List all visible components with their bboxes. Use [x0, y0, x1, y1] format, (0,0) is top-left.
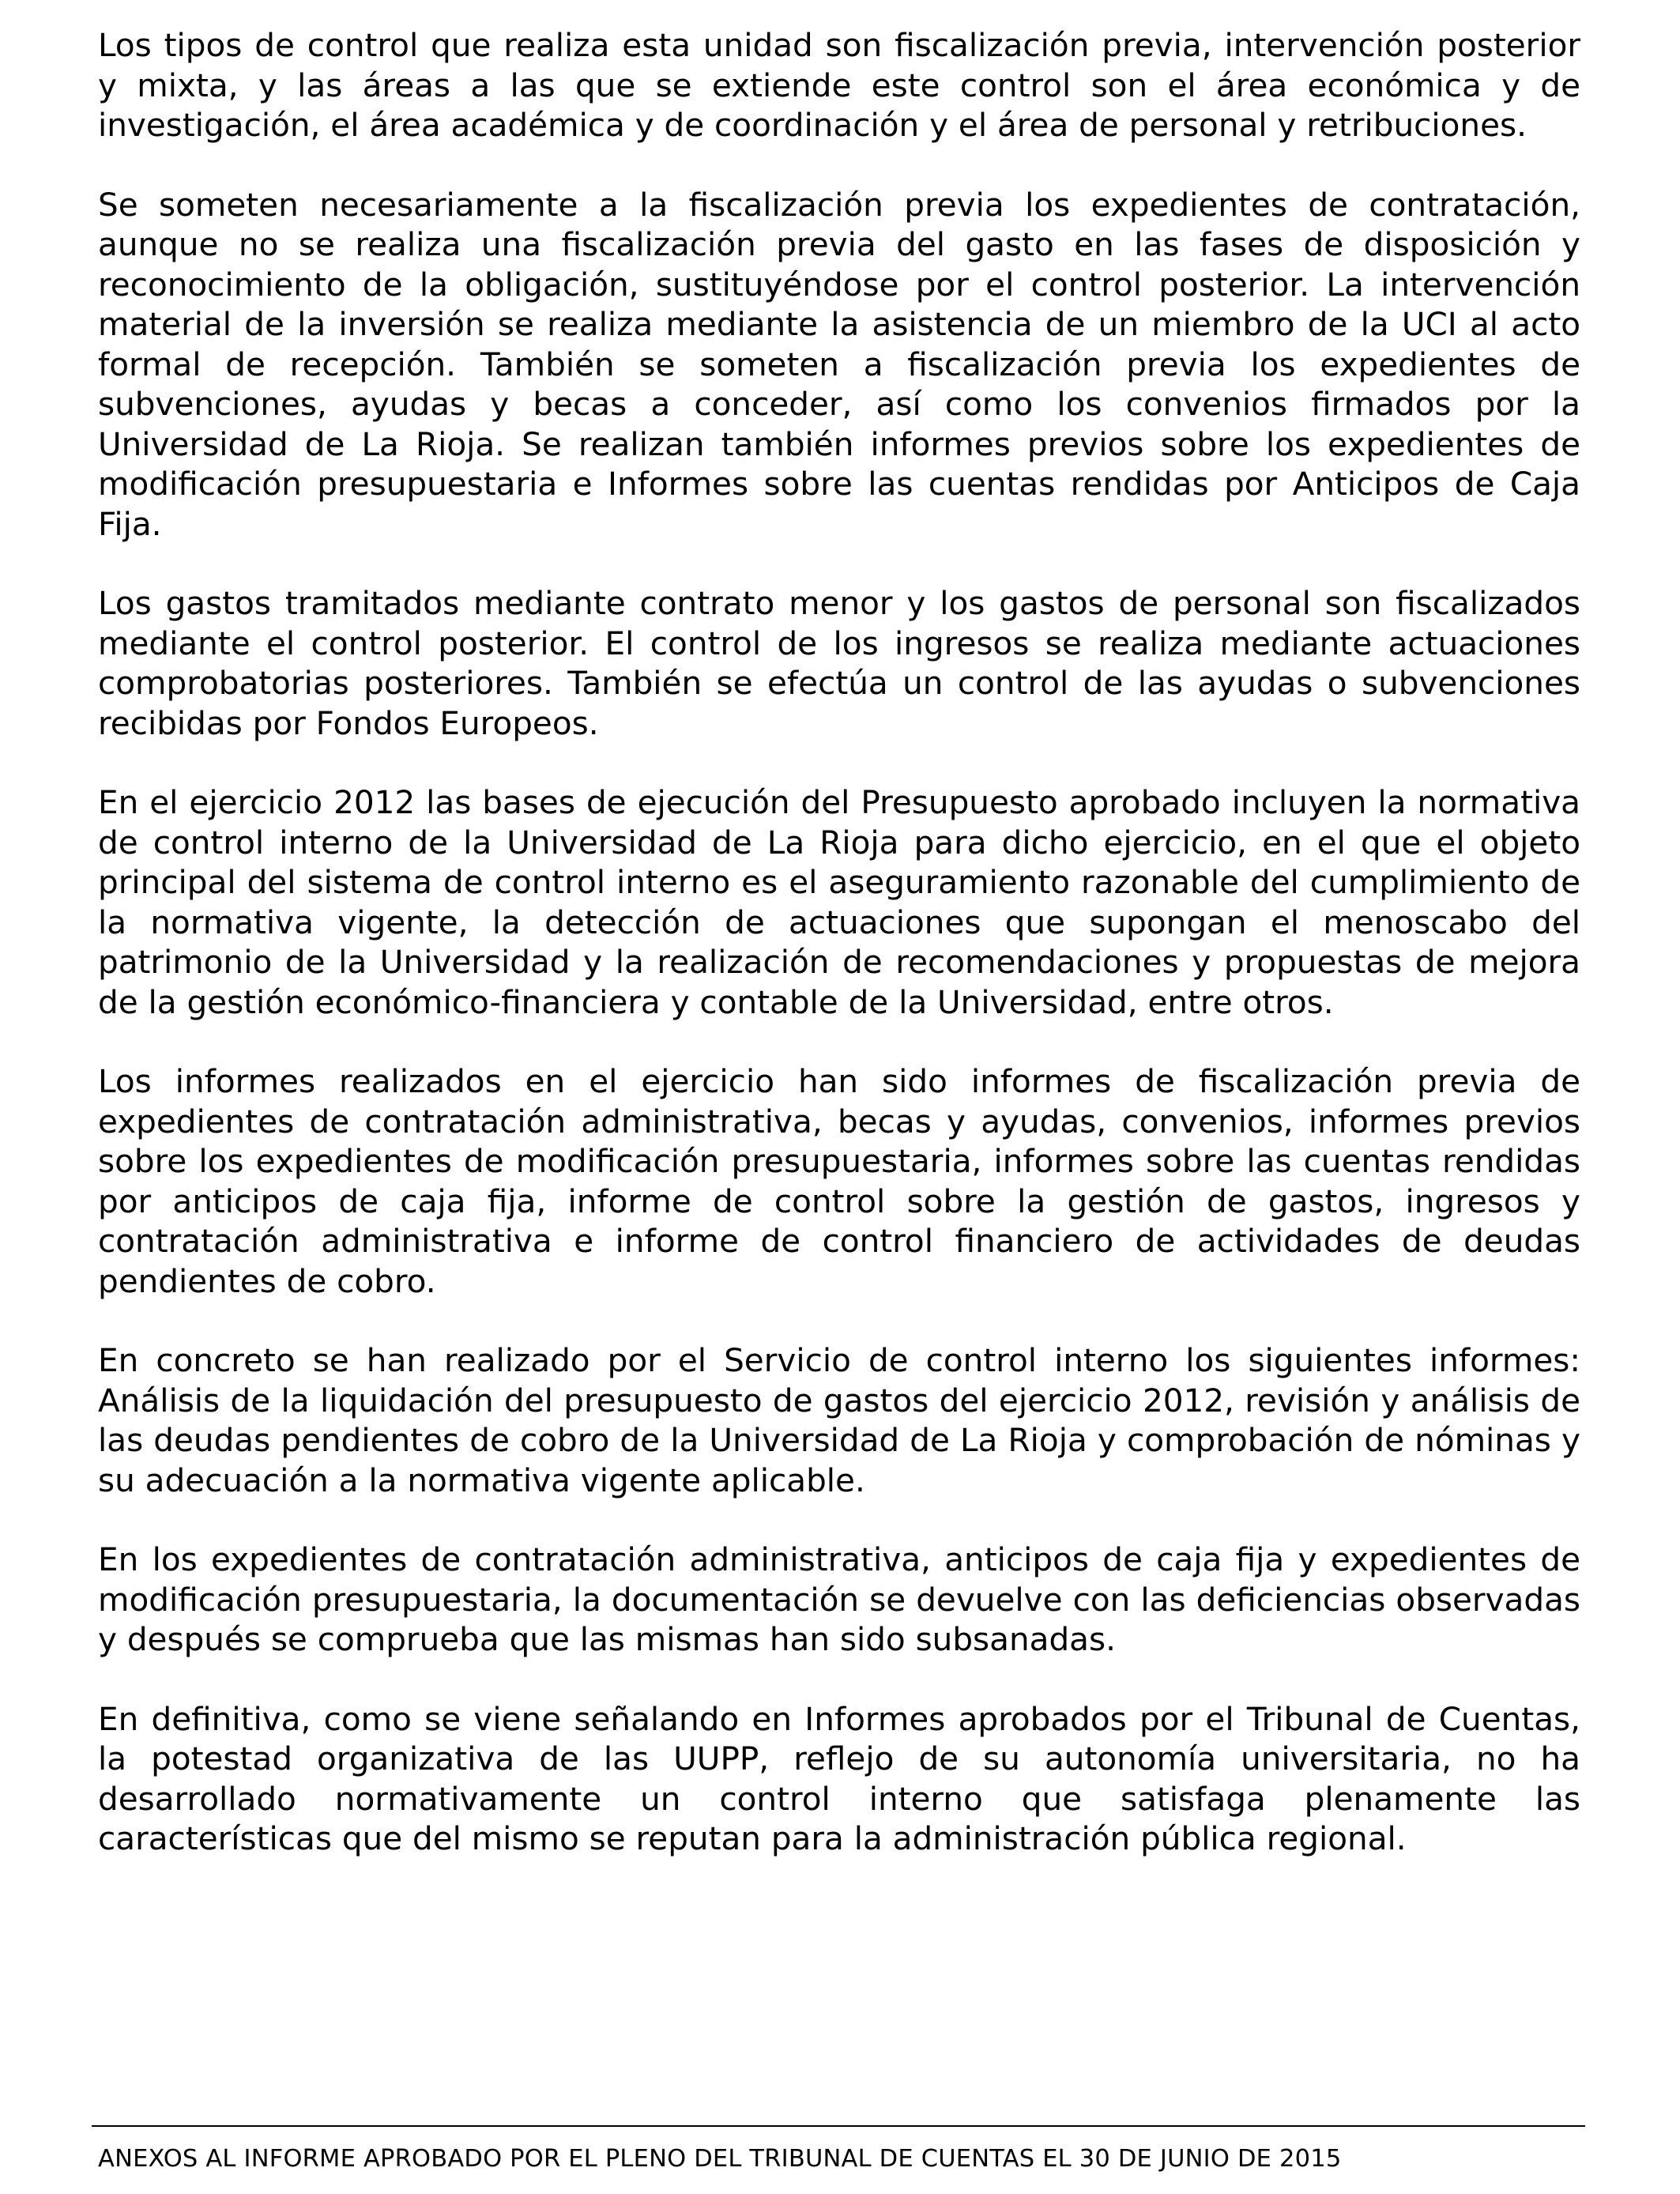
footer-divider: [92, 2125, 1585, 2127]
paragraph-conclusion: En definitiva, como se viene señalando en Informes aprobados por el Tribunal de Cuentas, la potestad organizativa de las UUPP, reflejo de su autonomía universitaria, no ha desarrollado normativamente un control interno que satisfaga plenamente las características que del mismo se reputan para la administración pública regional.: [98, 1699, 1580, 1857]
paragraph-2012-budget: En el ejercicio 2012 las bases de ejecución del Presupuesto aprobado incluyen la normativa de control interno de la Universidad de La Rioja para dicho ejercicio, en el que el objeto principal del sistema de control interno es el aseguramiento razonable del cumplimiento de la normativa vigente, la detección de actuaciones que supongan el menoscabo del patrimonio de la Universidad y la realización de recomendaciones y propuestas de mejora de la gestión económico-financiera y contable de la Universidad, entre otros.: [98, 783, 1580, 1021]
paragraph-minor-contracts: Los gastos tramitados mediante contrato menor y los gastos de personal son fiscalizados mediante el control posterior. El control de los ingresos se realiza mediante actuaciones comprobatorias posteriores. También se efectúa un control de las ayudas o subvenciones recibidas por Fondos Europeos.: [98, 584, 1580, 742]
document-body: [98, 25, 1580, 1898]
paragraph-control-types: Los tipos de control que realiza esta unidad son fiscalización previa, intervención posterior y mixta, y las áreas a las que se extiende este control son el área económica y de investigación, el área académica y de coordinación y el área de personal y retribuciones.: [98, 26, 1580, 144]
paragraph-prior-audit: Se someten necesariamente a la fiscalización previa los expedientes de contratación, aunque no se realiza una fiscalización previa del gasto en las fases de disposición y reconocimiento de la obligación, sustituyéndose por el control posterior. La intervención material de la inversión se realiza mediante la asistencia de un miembro de la UCI al acto formal de recepción. También se someten a fiscalización previa los expedientes de subvenciones, ayudas y becas a conceder, así como los convenios firmados por la Universidad de La Rioja. Se realizan también informes previos sobre los expedientes de modificación presupuestaria e Informes sobre las cuentas rendidas por Anticipos de Caja Fija.: [98, 185, 1580, 543]
paragraph-deficiencies: En los expedientes de contratación administrativa, anticipos de caja fija y expedientes de modificación presupuestaria, la documentación se devuelve con las deficiencias observadas y después se comprueba que las mismas han sido subsanadas.: [98, 1540, 1580, 1658]
paragraph-reports-issued: Los informes realizados en el ejercicio han sido informes de fiscalización previa de expedientes de contratación administrativa, becas y ayudas, convenios, informes previos sobre los expedientes de modificación presupuestaria, informes sobre las cuentas rendidas por anticipos de caja fija, informe de control sobre la gestión de gastos, ingresos y contratación administrativa e informe de control financiero de actividades de deudas pendientes de cobro.: [98, 1062, 1580, 1300]
page-footer: ANEXOS AL INFORME APROBADO POR EL PLENO DEL TRIBUNAL DE CUENTAS EL 30 DE JUNIO DE 2015: [98, 2145, 1342, 2173]
paragraph-specific-reports: En concreto se han realizado por el Servicio de control interno los siguientes informes: Análisis de la liquidación del presupuesto de gastos del ejercicio 2012, revisión y análisis de las deudas pendientes de cobro de la Universidad de La Rioja y comprobación de nóminas y su adecuación a la normativa vigente aplicable.: [98, 1341, 1580, 1499]
